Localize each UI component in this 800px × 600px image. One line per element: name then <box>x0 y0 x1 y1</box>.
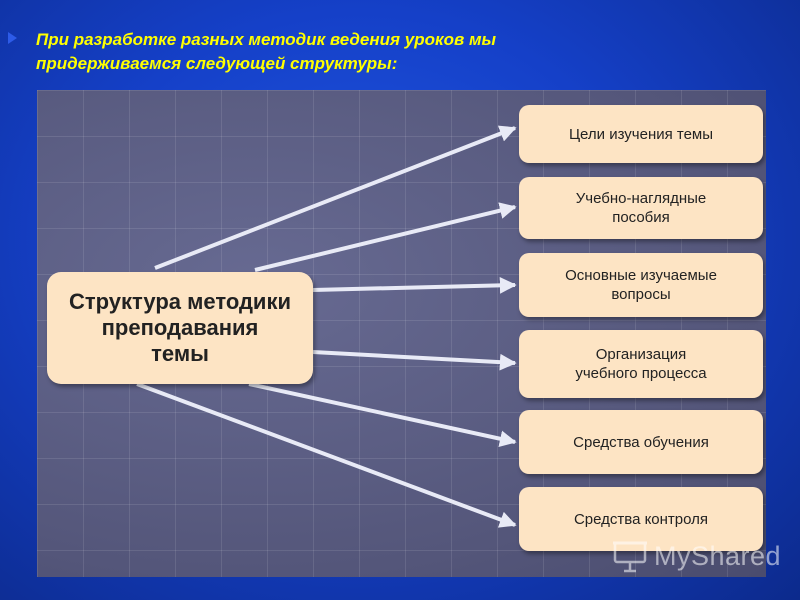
presentation-board-icon <box>612 539 648 573</box>
arrow-to-control-tools <box>137 384 515 525</box>
diagram-panel <box>37 90 766 577</box>
node-organization: Организация учебного процесса <box>519 330 763 398</box>
node-control-tools: Средства контроля <box>519 487 763 551</box>
slide-title <box>36 28 756 76</box>
watermark <box>612 538 781 574</box>
title-bullet-icon <box>8 32 17 44</box>
slide-title-line-2: придерживаемся следующей структуры: <box>36 54 398 73</box>
arrow-to-goals <box>155 128 515 268</box>
arrow-to-visual-aids <box>255 207 515 270</box>
arrow-to-main-questions <box>313 285 515 290</box>
arrow-to-organization <box>313 352 515 363</box>
node-main-questions: Основные изучаемые вопросы <box>519 253 763 317</box>
slide-title-line-1: При разработке разных методик ведения уроков мы <box>36 30 497 49</box>
arrow-to-learning-tools <box>249 384 515 442</box>
node-learning-tools: Средства обучения <box>519 410 763 474</box>
node-visual-aids: Учебно-наглядные пособия <box>519 177 763 239</box>
node-goals: Цели изучения темы <box>519 105 763 163</box>
central-node: Структура методики преподавания темы <box>47 272 313 384</box>
watermark-text: MyShared <box>654 540 782 571</box>
